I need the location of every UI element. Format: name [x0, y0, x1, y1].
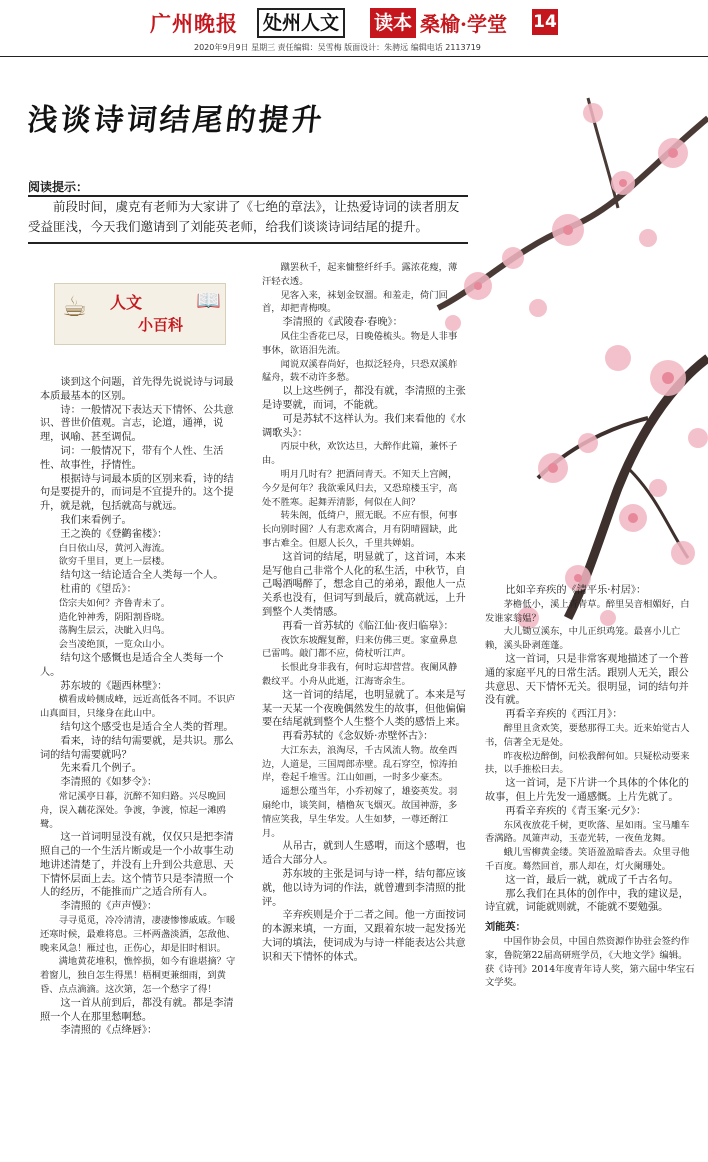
badge-line2: 小百科 — [138, 316, 184, 334]
article-column-3 — [485, 584, 695, 990]
poem-line: 蛾儿雪柳黄金缕。笑语盈盈暗香去。众里寻他千百度。蓦然回首，那人却在，灯火阑珊处。 — [485, 847, 690, 872]
poem-line: 明月几时有？把酒问青天。不知天上宫阙，今夕是何年？我欲乘风归去，又恐琼楼玉宇，高处不胜寒。起舞弄清影，何似在人间？ — [262, 468, 458, 508]
body-paragraph: 再看苏轼的《念奴娇·赤壁怀古》： — [282, 731, 434, 743]
article-column-1 — [40, 376, 240, 1038]
poem-line: 昨夜松边醉倒，问松我醉何如。只疑松动要来扶，以手推松曰去。 — [485, 750, 690, 776]
poem-line: 醉里且贪欢笑，要愁那得工夫。近来始觉古人书，信著全无是处。 — [485, 722, 690, 748]
body-paragraph: 根据诗与词最本质的区别来看，诗的结句是要提升的，而词是不宜提升的。这个提升，就是就，包括就高与就远。 — [40, 473, 234, 513]
body-paragraph: 辛弃疾则是介于二者之间。他一方面按词的本源来填，一方面，又跟着东坡一起发扬光大词的填法，使词成为与诗一样能表达公共意识和天下情怀的体式。 — [262, 910, 466, 963]
body-paragraph: 这一首从前到后，都没有就。都是李清照一个人在那里愁啊愁。 — [40, 997, 234, 1023]
body-paragraph: 这首词的结尾，明显就了，这首词，本来是写他自己非常个人化的私生活，中秋节，自己喝酒喝醉了，想念自己的弟弟，跟他人一点关系也没有，但词写到最后，就高就远，上升到整个人类情感。 — [262, 551, 466, 618]
newspaper-logo: 广州晚报 — [150, 11, 238, 36]
body-paragraph: 看来，诗的结句需要就，是共识。那么词的结句需要就吗？ — [40, 735, 234, 761]
article-headline: 浅谈诗词结尾的提升 — [25, 103, 327, 138]
issue-info: 2020年9月9日 星期三 责任编辑：吴雪梅 版面设计：朱骋远 编辑电话 2113719 — [194, 43, 481, 52]
poem-line: 岱宗夫如何？齐鲁青未了。 — [58, 597, 171, 609]
poem-line: 会当凌绝顶，一览众山小。 — [58, 639, 171, 651]
poem-line: 闻说双溪春尚好，也拟泛轻舟，只恐双溪舴艋舟，载不动许多愁。 — [262, 358, 458, 384]
body-paragraph: 再看辛弃疾的《西江月》： — [505, 709, 623, 721]
body-paragraph: 诗：一般情况下表达天下情怀、公共意识、普世价值观。言志，论道，通禅，说理，讽喻、甚至调侃。 — [40, 404, 234, 444]
body-paragraph: 我们来看例子。 — [60, 514, 132, 526]
body-paragraph: 这一首词的结尾，也明显就了。本来是写某一天某一个夜晚偶然发生的故事，但他偏偏要在结尾就到整个人生整个人类的感悟上来。 — [262, 689, 466, 729]
poem-line: 荡胸生层云，决眦入归鸟。 — [58, 625, 171, 637]
body-paragraph: 以上这些例子，都没有就，李清照的主张是诗要就，而词，不能就。 — [262, 386, 466, 411]
author-bio: 中国作协会员，中国自然资源作协驻会签约作家，鲁院第22届高研班学员，《大地文学》编辑。获《诗刊》2014年度青年诗人奖，第六届中华宝石文学奖。 — [485, 935, 695, 989]
poem-line: 横看成岭侧成峰，远近高低各不同。不识庐山真面目，只缘身在此山中。 — [40, 694, 236, 720]
author-name: 刘能英： — [485, 922, 526, 934]
poem-line: 寻寻觅觅，冷冷清清，凄凄惨惨戚戚。乍暖还寒时候，最难将息。三杯两盏淡酒，怎敌他、晚来风急！雁过也，正伤心，却是旧时相识。 — [40, 915, 236, 954]
poem-line: 遥想公瑾当年，小乔初嫁了，雄姿英发。羽扇纶巾，谈笑间，樯橹灰飞烟灭。故国神游，多情应笑我，早生华发。人生如梦，一尊还酹江月。 — [262, 786, 458, 839]
body-paragraph: 这一首，最后一就，就成了千古名句。 — [505, 874, 679, 886]
body-paragraph: 词：一般情况下，带有个人性、生活性、故事性，抒情性。 — [40, 445, 224, 471]
poem-line: 常记溪亭日暮，沉醉不知归路。兴尽晚回舟，误入藕花深处。争渡，争渡，惊起一滩鸥鹭。 — [40, 790, 226, 830]
poem-line: 转朱阁，低绮户，照无眠。不应有恨，何事长向别时圆？人有悲欢离合，月有阴晴圆缺，此事古难全。但愿人长久，千里共婵娟。 — [262, 510, 458, 549]
body-paragraph: 先来看几个例子。 — [60, 763, 142, 775]
poem-line: 见客入来，袜刬金钗溜。和羞走，倚门回首，却把青梅嗅。 — [262, 289, 448, 315]
body-paragraph: 这一首词明显没有就，仅仅只是把李清照自己的一个生活片断或是一个小故事生动地讲述清楚了，并没有上升到公共意思、天下情怀层面上去。这个情节只是李清照一个人的经历，不能推而广之适合所有人。 — [40, 832, 234, 899]
body-paragraph: 再看一首苏轼的《临江仙·夜归临皋》： — [282, 620, 454, 632]
body-paragraph: 结句这个感慨也是适合全人类每一个人。 — [40, 652, 224, 678]
body-paragraph: 结句这个感受也是适合全人类的哲理。 — [60, 721, 234, 733]
book-icon: 📖 — [196, 288, 221, 312]
poem-line: 茅檐低小，溪上青青草。醉里吴音相媚好，白发谁家翁媪？ — [485, 598, 690, 624]
body-paragraph: 王之涣的《登鹳雀楼》： — [60, 528, 168, 540]
body-paragraph: 谈到这个问题，首先得先说说诗与词最本质最基本的区别。 — [40, 377, 234, 402]
body-paragraph: 苏东坡的《题西林壁》： — [60, 680, 168, 692]
lead-divider-bottom — [28, 242, 468, 244]
poem-line: 造化钟神秀，阴阳割昏晓。 — [58, 611, 171, 623]
teapot-icon: ☕ — [62, 290, 88, 323]
poem-line: 大儿锄豆溪东，中儿正织鸡笼。最喜小儿亡赖，溪头卧剥莲蓬。 — [485, 626, 681, 652]
body-paragraph: 杜甫的《望岳》： — [60, 583, 137, 595]
body-paragraph: 李清照的《点绛唇》： — [60, 1025, 158, 1037]
body-paragraph: 李清照的《声声慢》： — [60, 901, 158, 913]
body-paragraph: 再看辛弃疾的《青玉案·元夕》： — [505, 805, 647, 817]
body-paragraph: 结句这一结论适合全人类每一个人。 — [60, 570, 224, 582]
body-paragraph: 比如辛弃疾的《清平乐·村居》： — [505, 585, 647, 596]
poem-line: 大江东去，浪淘尽，千古风流人物。故垒西边，人道是，三国周郎赤壁。乱石穿空，惊涛拍岸，卷起千堆雪。江山如画，一时多少豪杰。 — [262, 744, 458, 784]
poem-line: 蹴罢秋千，起来慵整纤纤手。露浓花瘦，薄汗轻衣透。 — [262, 262, 458, 287]
body-paragraph: 这一首词，只是非常客观地描述了一个普通的家庭平凡的日常生活。跟别人无关，跟公共意思、天下情怀无关。很明显，词的结句并没有就。 — [485, 653, 689, 707]
page-number: 14 — [532, 9, 558, 35]
badge-line1: 人文 — [110, 293, 143, 312]
body-paragraph: 苏东坡的主张是词与诗一样，结句都应该就，他以诗为词的作法，就曾遭到李清照的批评。 — [262, 869, 466, 908]
poem-line: 丙辰中秋，欢饮达旦，大醉作此篇，兼怀子由。 — [262, 441, 458, 467]
poem-line: 欲穷千里目，更上一层楼。 — [58, 556, 171, 568]
poem-line: 东风夜放花千树，更吹落、星如雨。宝马雕车香满路。凤箫声动，玉壶光转，一夜鱼龙舞。 — [485, 819, 690, 845]
masthead — [0, 0, 708, 50]
body-paragraph: 李清照的《如梦令》： — [60, 777, 158, 789]
body-paragraph: 从吊古，就到人生感喟，而这个感喟，也适合大部分人。 — [262, 841, 466, 867]
article-column-2 — [262, 261, 466, 965]
poem-line: 风住尘香花已尽，日晚倦梳头。物是人非事事休，欲语泪先流。 — [262, 330, 458, 356]
poem-line: 白日依山尽，黄河入海流。 — [58, 542, 171, 554]
poem-line: 长恨此身非我有，何时忘却营营。夜阑风静縠纹平。小舟从此逝，江海寄余生。 — [262, 662, 458, 687]
body-paragraph: 可是苏轼不这样认为。我们来看他的《水调歌头》： — [262, 413, 466, 439]
poem-line: 满地黄花堆积，憔悴损，如今有谁堪摘？守着窗儿，独自怎生得黑！梧桐更兼细雨，到黄昏、点点滴滴。这次第，怎一个愁字了得！ — [40, 956, 236, 996]
column-tag: 处州人文 — [257, 8, 345, 38]
section-title: 桑榆·学堂 — [420, 12, 507, 36]
column-tag-red: 读本 — [370, 8, 416, 38]
body-paragraph: 这一首词，是下片讲一个具体的个体化的故事，但上片先发一通感慨。上片先就了。 — [485, 778, 689, 803]
masthead-divider — [0, 56, 708, 57]
body-paragraph: 李清照的《武陵春·春晚》： — [282, 317, 403, 329]
lead-text: 前段时间，虞克有老师为大家讲了《七绝的章法》，让热爱诗词的读者朋友受益匪浅，今天我们邀请到了刘能英老师，给我们谈谈诗词结尾的提升。 — [28, 199, 460, 234]
body-paragraph: 那么我们在具体的创作中，我的建议是，诗宜就，词能就则就，不能就不要勉强。 — [485, 888, 689, 914]
lead-label: 阅读提示： — [28, 180, 89, 194]
poem-line: 夜饮东坡醒复醉，归来仿佛三更。家童鼻息已雷鸣。敲门都不应，倚杖听江声。 — [262, 634, 458, 660]
